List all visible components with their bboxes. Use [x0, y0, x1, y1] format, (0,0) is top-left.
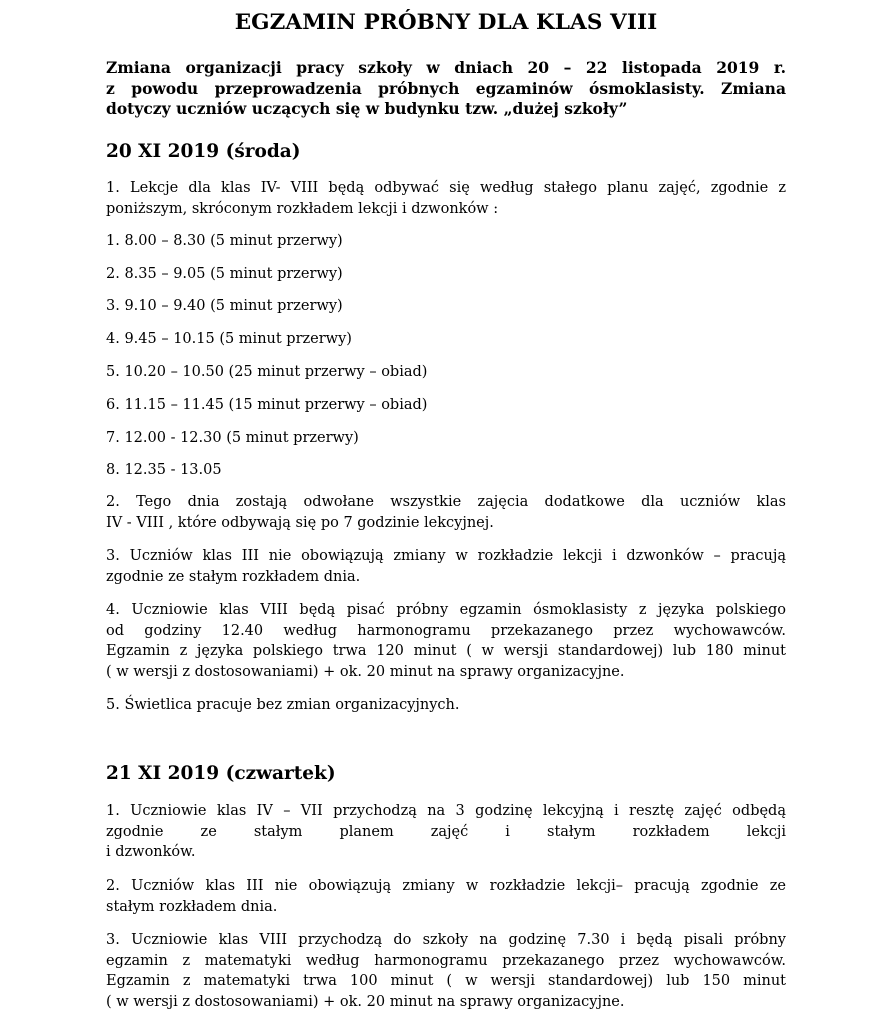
- day1-paragraph-5: 5. Świetlica pracuje bez zmian organizacyjnych.: [106, 697, 460, 713]
- day1-paragraph-1: [106, 178, 786, 219]
- paragraph-line: 3. Uczniowie klas VIII przychodzą do szkoły na godzinę 7.30 i będą pisali próbny: [106, 932, 786, 948]
- day1-paragraph-3: [106, 546, 786, 587]
- paragraph-line: 2. Tego dnia zostają odwołane wszystkie zajęcia dodatkowe dla uczniów klas: [106, 494, 786, 510]
- day2-paragraph-3: [106, 930, 786, 1012]
- schedule-item: 3. 9.10 – 9.40 (5 minut przerwy): [106, 298, 343, 314]
- paragraph-line: 1. Lekcje dla klas IV- VIII będą odbywać się według stałego planu zajęć, zgodnie z: [106, 180, 786, 196]
- paragraph-line: IV - VIII , które odbywają się po 7 godzinie lekcyjnej.: [106, 514, 494, 531]
- day1-paragraph-2: [106, 492, 786, 533]
- schedule-item: 4. 9.45 – 10.15 (5 minut przerwy): [106, 331, 352, 347]
- day2-paragraph-2: [106, 876, 786, 917]
- document-title: EGZAMIN PRÓBNY DLA KLAS VIII: [234, 10, 658, 35]
- day2-heading: 21 XI 2019 (czwartek): [106, 763, 336, 784]
- intro-line: Zmiana organizacji pracy szkoły w dniach 20 – 22 listopada 2019 r.: [106, 58, 786, 77]
- intro-line: z powodu przeprowadzenia próbnych egzaminów ósmoklasisty. Zmiana: [106, 78, 786, 98]
- paragraph-line: i dzwonków.: [106, 844, 196, 860]
- day1-paragraph-4: [106, 600, 786, 682]
- paragraph-line: 3. Uczniów klas III nie obowiązują zmiany w rozkładzie lekcji i dzwonków – pracują: [106, 548, 786, 564]
- paragraph-line: Egzamin z języka polskiego trwa 120 minut ( w wersji standardowej) lub 180 minut: [106, 643, 786, 659]
- paragraph-line: poniższym, skróconym rozkładem lekcji i dzwonków :: [106, 200, 499, 217]
- paragraph-line: 4. Uczniowie klas VIII będą pisać próbny egzamin ósmoklasisty z języka polskiego: [106, 602, 786, 618]
- schedule-item: 2. 8.35 – 9.05 (5 minut przerwy): [106, 266, 343, 282]
- intro-line: dotyczy uczniów uczących się w budynku tzw. „dużej szkoły”: [106, 99, 628, 118]
- day1-heading: 20 XI 2019 (środa): [106, 141, 301, 162]
- paragraph-line: ( w wersji z dostosowaniami) + ok. 20 minut na sprawy organizacyjne.: [106, 663, 625, 680]
- schedule-item: 1. 8.00 – 8.30 (5 minut przerwy): [106, 233, 343, 249]
- paragraph-line: od godziny 12.40 według harmonogramu przekazanego przez wychowawców.: [106, 622, 786, 639]
- schedule-item: 8. 12.35 - 13.05: [106, 462, 222, 478]
- paragraph-line: ( w wersji z dostosowaniami) + ok. 20 minut na sprawy organizacyjne.: [106, 993, 625, 1010]
- paragraph-line: zgodnie ze stałym rozkładem dnia.: [106, 568, 361, 585]
- paragraph-line: 1. Uczniowie klas IV – VII przychodzą na 3 godzinę lekcyjną i resztę zajęć odbędą: [106, 803, 786, 819]
- paragraph-line: stałym rozkładem dnia.: [106, 898, 278, 915]
- paragraph-line: Egzamin z matematyki trwa 100 minut ( w wersji standardowej) lub 150 minut: [106, 973, 786, 989]
- schedule-item: 7. 12.00 - 12.30 (5 minut przerwy): [106, 430, 359, 446]
- schedule-item: 5. 10.20 – 10.50 (25 minut przerwy – obiad): [106, 364, 428, 380]
- intro-paragraph: [106, 58, 786, 120]
- schedule-item: 6. 11.15 – 11.45 (15 minut przerwy – obiad): [106, 397, 428, 413]
- paragraph-line: 2. Uczniów klas III nie obowiązują zmiany w rozkładzie lekcji– pracują zgodnie ze: [106, 878, 786, 894]
- paragraph-line: zgodnie ze stałym planem zajęć i stałym rozkładem lekcji: [106, 823, 786, 840]
- day2-paragraph-1: [106, 801, 786, 863]
- paragraph-line: egzamin z matematyki według harmonogramu przekazanego przez wychowawców.: [106, 952, 786, 969]
